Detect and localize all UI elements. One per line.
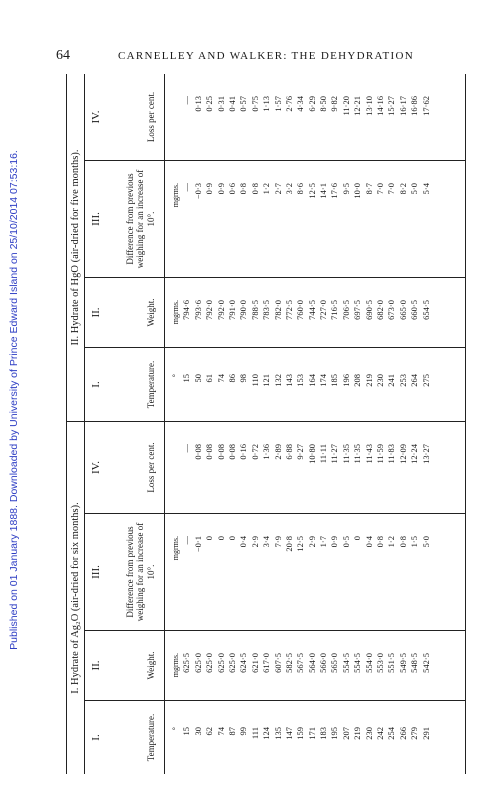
table-cell: 8·7 <box>363 183 374 195</box>
table-cell: 554·5 <box>340 653 351 673</box>
table-cell: 0·13 <box>192 96 203 112</box>
table-cell: 0·08 <box>204 444 215 460</box>
column-body <box>165 514 432 630</box>
table-cell: 6·29 <box>306 96 317 112</box>
page-number: 64 <box>56 48 70 63</box>
column-header <box>85 631 165 700</box>
column-label: Temperature. <box>145 713 156 762</box>
table-cell: 16·17 <box>397 96 408 116</box>
table-cell: 153 <box>295 374 306 387</box>
column-header <box>85 348 165 421</box>
table-cell: 3·2 <box>283 183 294 195</box>
table-cell: 788·5 <box>249 300 260 320</box>
column-label: Temperature. <box>145 360 156 409</box>
table-cell: 783·5 <box>261 300 272 320</box>
column-loss-percent <box>85 74 466 160</box>
watermark-text: Published on 01 January 1888. Downloaded by University of Prince Edward Island on 25/10/2014 07:53:16. <box>8 150 20 650</box>
table-cell: 682·0 <box>375 300 386 320</box>
table-cell: 625·0 <box>215 653 226 673</box>
table-cell: 219 <box>363 374 374 387</box>
table-cell: — <box>181 444 192 453</box>
column-body <box>165 701 432 774</box>
column-header <box>85 514 165 630</box>
table-cell: 0·31 <box>215 96 226 112</box>
table-cell: 9·82 <box>329 96 340 112</box>
table-cell: 121 <box>261 374 272 387</box>
table-cell: 792·0 <box>215 300 226 320</box>
table-cell: 794·6 <box>181 300 192 320</box>
table-cell: 50 <box>192 374 203 383</box>
table-cell: 185 <box>329 374 340 387</box>
table-cell: 110 <box>249 374 260 387</box>
table-cell: 14·1 <box>318 183 329 199</box>
table-cell: 5·0 <box>409 183 420 195</box>
table-cell: 230 <box>363 727 374 740</box>
table-cell: 625·0 <box>192 653 203 673</box>
column-numeral: I. <box>90 734 102 741</box>
table-cell: 111 <box>249 727 260 740</box>
unit-cell: mgrms. <box>171 536 180 561</box>
table-cell: 565·0 <box>329 653 340 673</box>
table-cell: 159 <box>295 727 306 740</box>
table-cell: 266 <box>397 727 408 740</box>
table-cell: 254 <box>386 727 397 740</box>
table-cell: 87 <box>226 727 237 736</box>
table-title: II. Hydrate of HgO (air-dried for five months). <box>67 74 85 421</box>
column-values <box>181 631 432 700</box>
running-title: CARNELLEY AND WALKER: THE DEHYDRATION <box>118 50 414 62</box>
table-cell: 5·4 <box>420 183 431 195</box>
table-cell: 0·16 <box>238 444 249 460</box>
table-cell: 11·20 <box>340 96 351 116</box>
table-cell: 567·5 <box>295 653 306 673</box>
table-cell: 124 <box>261 727 272 740</box>
table-cell: 98 <box>238 374 249 383</box>
table-cell: 174 <box>318 374 329 387</box>
table-cell: 553·0 <box>375 653 386 673</box>
table-cell: 219 <box>352 727 363 740</box>
table-cell: 566·0 <box>318 653 329 673</box>
table-cell: 8·6 <box>295 183 306 195</box>
table-cell: 74 <box>215 374 226 383</box>
table-cell: 6·88 <box>283 444 294 460</box>
table-cell: 564·0 <box>306 653 317 673</box>
table-cell: 15·27 <box>386 96 397 116</box>
table-cell: 99 <box>238 727 249 736</box>
table-cell: 207 <box>340 727 351 740</box>
table-cell: 706·5 <box>340 300 351 320</box>
table-cell: 241 <box>386 374 397 387</box>
table-columns <box>85 422 466 774</box>
column-label: Loss per cent. <box>145 442 156 493</box>
column-numeral: III. <box>90 565 102 579</box>
column-difference <box>85 513 466 630</box>
table-cell: 3·4 <box>261 536 272 548</box>
column-values <box>181 161 432 277</box>
table-cell: 0·8 <box>249 183 260 195</box>
table-cell: 11·43 <box>363 444 374 464</box>
table-cell: 617·0 <box>261 653 272 673</box>
table-cell: 10·80 <box>306 444 317 464</box>
table-cell: 0·08 <box>215 444 226 460</box>
column-values <box>181 348 432 421</box>
table-silver-oxide-hydrate <box>66 421 466 774</box>
column-loss-percent <box>85 422 466 513</box>
table-cell: 790·0 <box>238 300 249 320</box>
table-cell: 12·21 <box>352 96 363 116</box>
table-cell: 291 <box>420 727 431 740</box>
table-cell: 551·5 <box>386 653 397 673</box>
column-body <box>165 161 432 277</box>
table-cell: 2·76 <box>283 96 294 112</box>
table-columns <box>85 74 466 421</box>
rotated-table-frame <box>66 74 466 774</box>
table-cell: 13·27 <box>420 444 431 464</box>
column-label: Weight. <box>145 651 156 680</box>
column-numeral: IV. <box>90 110 102 124</box>
table-cell: 183 <box>318 727 329 740</box>
table-cell: 582·5 <box>283 653 294 673</box>
table-title: I. Hydrate of Ag₂O (air-dried for six months). <box>67 422 85 774</box>
table-cell: 0 <box>215 536 226 541</box>
table-cell: 242 <box>375 727 386 740</box>
table-cell: 554·0 <box>363 653 374 673</box>
column-label: Difference from previous weighing for an increase of 10°. <box>124 522 156 622</box>
table-cell: 0·4 <box>238 536 249 548</box>
table-cell: 10·0 <box>352 183 363 199</box>
table-cell: 61 <box>204 374 215 383</box>
table-cell: — <box>181 96 192 105</box>
table-cell: 0·57 <box>238 96 249 112</box>
table-cell: 1·2 <box>386 536 397 548</box>
watermark <box>2 40 26 760</box>
column-values <box>181 278 432 347</box>
table-cell: 12·5 <box>306 183 317 199</box>
table-cell: 230 <box>375 374 386 387</box>
table-cell: 86 <box>226 374 237 383</box>
table-cell: 264 <box>409 374 420 387</box>
table-cell: 147 <box>283 727 294 740</box>
table-cell: 660·5 <box>409 300 420 320</box>
table-cell: 793·6 <box>192 300 203 320</box>
table-cell: 1·7 <box>318 536 329 548</box>
table-cell: 548·5 <box>409 653 420 673</box>
table-cell: 2·9 <box>306 536 317 548</box>
table-cell: 1·13 <box>261 96 272 112</box>
table-cell: 7·9 <box>272 536 283 548</box>
table-cell: 2·7 <box>272 183 283 195</box>
table-cell: 253 <box>397 374 408 387</box>
table-cell: 15 <box>181 727 192 736</box>
column-weight <box>85 630 466 700</box>
column-header <box>85 278 165 347</box>
table-cell: 624·5 <box>238 653 249 673</box>
column-header <box>85 422 165 513</box>
table-cell: 0 <box>226 536 237 541</box>
unit-cell <box>170 74 181 160</box>
table-cell: 0·5 <box>340 536 351 548</box>
table-cell: 760·0 <box>295 300 306 320</box>
table-cell: 697·5 <box>352 300 363 320</box>
table-cell: 0·6 <box>226 183 237 195</box>
table-cell: 625·0 <box>226 653 237 673</box>
column-numeral: I. <box>90 381 102 388</box>
table-cell: 11·35 <box>352 444 363 464</box>
table-cell: 1·57 <box>272 96 283 112</box>
table-cell: 625·5 <box>181 653 192 673</box>
unit-cell: ° <box>171 374 180 378</box>
table-cell: — <box>181 536 192 545</box>
table-cell: 11·83 <box>386 444 397 464</box>
column-header <box>85 161 165 277</box>
table-cell: 132 <box>272 374 283 387</box>
table-cell: 15 <box>181 374 192 383</box>
table-cell: 744·5 <box>306 300 317 320</box>
unit-cell: mgrms. <box>171 183 180 208</box>
table-cell: 0·8 <box>397 536 408 548</box>
table-cell: 17·6 <box>329 183 340 199</box>
column-temperature <box>85 347 466 421</box>
column-numeral: III. <box>90 212 102 226</box>
page-header <box>0 46 504 66</box>
table-cell: 11·27 <box>329 444 340 464</box>
table-cell: 9·27 <box>295 444 306 460</box>
table-cell: 0·25 <box>204 96 215 112</box>
table-cell: 690·5 <box>363 300 374 320</box>
table-cell: 12·24 <box>409 444 420 464</box>
table-cell: 621·0 <box>249 653 260 673</box>
table-cell: 195 <box>329 727 340 740</box>
column-temperature <box>85 700 466 774</box>
column-numeral: II. <box>90 660 102 671</box>
table-cell: 0·75 <box>249 96 260 112</box>
table-cell: 782·0 <box>272 300 283 320</box>
column-body <box>165 422 432 513</box>
table-cell: 791·0 <box>226 300 237 320</box>
unit-cell: mgrms. <box>171 300 180 325</box>
table-cell: 625·0 <box>204 653 215 673</box>
table-cell: 0·9 <box>329 536 340 548</box>
column-label: Difference from previous weighing for an increase of 10°. <box>124 169 156 269</box>
table-cell: 17·62 <box>420 96 431 116</box>
table-cell: 14·16 <box>375 96 386 116</box>
column-values <box>181 701 432 774</box>
table-cell: 11·59 <box>375 444 386 464</box>
table-cell: 654·5 <box>420 300 431 320</box>
unit-cell: ° <box>171 727 180 731</box>
table-cell: 0·8 <box>375 536 386 548</box>
table-cell: — <box>181 183 192 192</box>
table-cell: 0·08 <box>226 444 237 460</box>
column-label: Loss per cent. <box>145 91 156 143</box>
table-cell: 7·0 <box>386 183 397 195</box>
table-cell: 11·11 <box>318 444 329 464</box>
table-cell: 279 <box>409 727 420 740</box>
table-cell: 673·0 <box>386 300 397 320</box>
table-cell: 74 <box>215 727 226 736</box>
table-cell: 4·34 <box>295 96 306 112</box>
table-cell: 12·5 <box>295 536 306 552</box>
table-cell: 16·86 <box>409 96 420 116</box>
column-values <box>181 422 432 513</box>
column-body <box>165 74 432 160</box>
table-cell: 20·8 <box>283 536 294 552</box>
table-cell: 164 <box>306 374 317 387</box>
table-cell: 1·5 <box>409 536 420 548</box>
table-cell: 665·0 <box>397 300 408 320</box>
table-cell: 607·5 <box>272 653 283 673</box>
table-cell: 772·5 <box>283 300 294 320</box>
table-cell: 0·9 <box>204 183 215 195</box>
table-cell: 0·9 <box>215 183 226 195</box>
table-cell: 0·08 <box>192 444 203 460</box>
table-cell: 2·89 <box>272 444 283 460</box>
column-body <box>165 631 432 700</box>
table-cell: 8·50 <box>318 96 329 112</box>
table-cell: 11·35 <box>340 444 351 464</box>
column-weight <box>85 277 466 347</box>
column-label: Weight. <box>145 298 156 327</box>
table-cell: 1·2 <box>261 183 272 195</box>
table-mercury-oxide-hydrate <box>66 74 466 421</box>
column-header <box>85 74 165 160</box>
table-cell: 8·2 <box>397 183 408 195</box>
table-cell: 0·72 <box>249 444 260 460</box>
table-cell: 0·4 <box>363 536 374 548</box>
table-cell: 7·0 <box>375 183 386 195</box>
column-body <box>165 348 432 421</box>
table-cell: 0·8 <box>238 183 249 195</box>
table-cell: 171 <box>306 727 317 740</box>
table-cell: 1·36 <box>261 444 272 460</box>
table-cell: 275 <box>420 374 431 387</box>
table-cell: 135 <box>272 727 283 740</box>
unit-cell <box>170 422 181 513</box>
table-cell: 0·41 <box>226 96 237 112</box>
column-numeral: II. <box>90 307 102 318</box>
tables-landscape <box>66 74 466 774</box>
table-cell: 542·5 <box>420 653 431 673</box>
table-cell: 9·5 <box>340 183 351 195</box>
column-body <box>165 278 432 347</box>
column-values <box>181 74 432 160</box>
unit-cell: mgrms. <box>171 653 180 678</box>
table-cell: 792·0 <box>204 300 215 320</box>
table-cell: 143 <box>283 374 294 387</box>
table-cell: 549·5 <box>397 653 408 673</box>
table-cell: 13·10 <box>363 96 374 116</box>
table-cell: 0 <box>352 536 363 541</box>
table-cell: 0 <box>204 536 215 541</box>
table-cell: 5·0 <box>420 536 431 548</box>
column-difference <box>85 160 466 277</box>
table-cell: 30 <box>192 727 203 736</box>
table-cell: 2·9 <box>249 536 260 548</box>
table-cell: 12·09 <box>397 444 408 464</box>
table-cell: 716·5 <box>329 300 340 320</box>
table-cell: 208 <box>352 374 363 387</box>
table-cell: 62 <box>204 727 215 736</box>
column-values <box>181 514 432 630</box>
table-cell: 727·0 <box>318 300 329 320</box>
column-header <box>85 701 165 774</box>
column-numeral: IV. <box>90 461 102 474</box>
table-cell: −0·3 <box>192 183 203 200</box>
table-cell: 554·5 <box>352 653 363 673</box>
table-cell: −0·1 <box>192 536 203 553</box>
table-cell: 196 <box>340 374 351 387</box>
